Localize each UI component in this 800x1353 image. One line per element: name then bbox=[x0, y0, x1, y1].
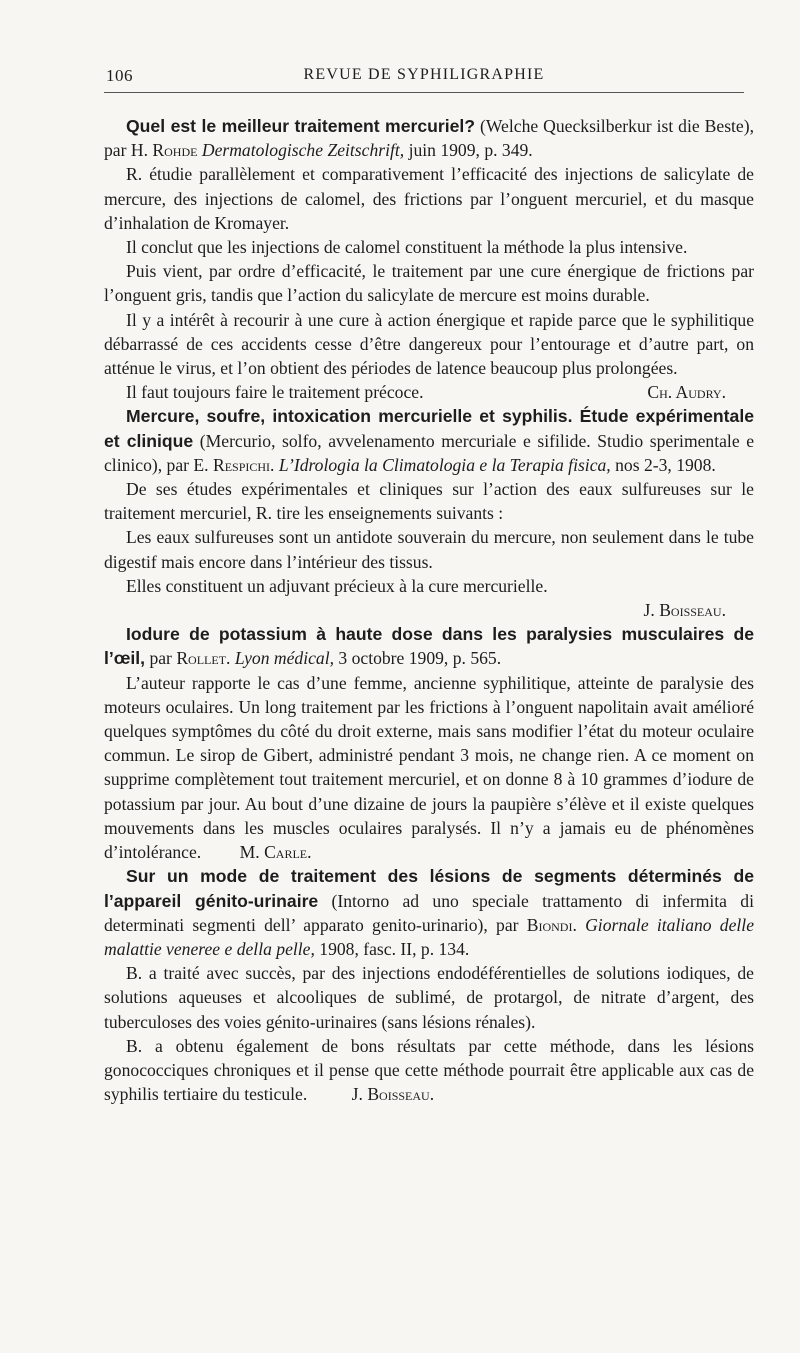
article-subtitle: (Intorno ad uno speciale trattamento di infermita di determinati segmenti dell’ apparato genito-urinario), par bbox=[104, 890, 754, 935]
article-date: nos 2-3, 1908. bbox=[610, 454, 716, 475]
article-journal: Lyon médical, bbox=[234, 648, 334, 669]
article-journal: Dermatologische Zeitschrift, bbox=[201, 140, 405, 161]
article-subtitle: (Welche Quecksilberkur ist die Beste), par H. bbox=[104, 116, 754, 161]
article-signature: J. Boisseau. bbox=[643, 600, 726, 621]
article-heading bbox=[104, 114, 754, 162]
article-title: Mercure, soufre, intoxication mercurielle et syphilis. Étude expérimentale et clinique bbox=[104, 406, 754, 451]
article-heading bbox=[104, 864, 754, 961]
article-journal: Giornale italiano delle malattie veneree e della pelle, bbox=[104, 914, 754, 959]
article-journal: L’Idrologia la Climatologia e la Terapia fisica, bbox=[278, 454, 611, 475]
article-paragraph: Il conclut que les injections de calomel constituent la méthode la plus intensive. bbox=[126, 237, 688, 258]
article-paragraph: Elles constituent un adjuvant précieux à la cure mercurielle. bbox=[126, 575, 548, 596]
article-paragraph: R. étudie parallèlement et comparativement l’efficacité des injections de salicylate de mercure, des injections de calomel, des frictions par l’onguent mercuriel, et du masque d’inhalation de Kromayer. bbox=[104, 164, 754, 233]
article-signature: Ch. Audry. bbox=[647, 382, 726, 403]
article-biondi bbox=[104, 864, 754, 1106]
article-paragraph: De ses études expérimentales et cliniques sur l’action des eaux sulfureuses sur le traitement mercuriel, R. tire les enseignements suivants : bbox=[104, 479, 754, 524]
article-author: Biondi. bbox=[526, 914, 577, 935]
article-subtitle: par bbox=[145, 648, 177, 669]
page-body bbox=[104, 114, 754, 1106]
article-paragraph: B. a traité avec succès, par des injections endodéférentielles de solutions iodiques, de solutions aqueuses et alcooliques de sublimé, de protargol, de nitrate d’argent, des tuberculoses des voies génito-urinaires (sans lésions rénales). bbox=[104, 963, 754, 1032]
article-signature: M. Carle. bbox=[239, 842, 312, 863]
page-number: 106 bbox=[106, 66, 133, 85]
article-paragraph bbox=[104, 671, 754, 865]
article-author: Respichi. bbox=[212, 454, 275, 475]
article-paragraph-text: L’auteur rapporte le cas d’une femme, ancienne syphilitique, atteinte de paralysie des moteurs oculaires. Un long traitement par les frictions à l’onguent napolitain avait amélioré quelques symptômes du côté du droit externe, mais sans modifier l’état du moteur oculaire commun. Le sirop de Gibert, administré pendant 3 mois, ne change rien. A ce moment on supprime complètement tout traitement mercuriel, et on donne 8 à 10 grammes d’iodure de potassium par jour. Au bout d’une dizaine de jours la paupière s’élève et il existe quelques mouvements dans les muscles oculaires paralysés. Il n’y a jamais eu de phénomènes d’intolérance. bbox=[104, 672, 754, 863]
article-rollet bbox=[104, 622, 754, 864]
article-title: Quel est le meilleur traitement mercuriel? bbox=[126, 116, 476, 136]
article-date: juin 1909, p. 349. bbox=[404, 140, 533, 161]
article-subtitle: (Mercurio, solfo, avvelenamento mercuriale e sifilide. Studio sperimentale e clinico), par E. bbox=[104, 430, 755, 475]
article-signature: J. Boisseau. bbox=[351, 1084, 435, 1105]
article-closing-line bbox=[104, 380, 754, 404]
article-paragraph: Puis vient, par ordre d’efficacité, le traitement par une cure énergique de frictions par l’onguent gris, tandis que l’action du salicylate de mercure est moins durable. bbox=[104, 261, 754, 306]
article-title: Sur un mode de traitement des lésions de segments déterminés de l’appareil génito-urinaire bbox=[104, 866, 754, 911]
article-paragraph: Il y a intérêt à recourir à une cure à action énergique et rapide parce que le syphilitique débarrassé de ces accidents cesse d’être dangereux pour l’entourage et d’autre part, on atténue le virus, et l’on obtient des périodes de latence beaucoup plus prolongées. bbox=[104, 309, 754, 379]
article-rohde bbox=[104, 114, 754, 404]
page-header bbox=[104, 62, 744, 93]
article-author: Rollet. bbox=[176, 648, 231, 669]
article-closing-line bbox=[104, 1034, 754, 1107]
running-title: REVUE DE SYPHILIGRAPHIE bbox=[303, 66, 545, 83]
article-closing-text: Il faut toujours faire le traitement précoce. bbox=[126, 382, 424, 403]
article-closing-text: B. a obtenu également de bons résultats par cette méthode, dans les lésions gonococciques chroniques et il pense que cette méthode pourrait être applicable aux cas de syphilis tertiaire du testicule. bbox=[104, 1035, 754, 1105]
article-paragraph: Les eaux sulfureuses sont un antidote souverain du mercure, non seulement dans le tube digestif mais encore dans l’intérieur des tissus. bbox=[104, 527, 754, 572]
article-author: Rohde bbox=[152, 140, 198, 161]
article-respichi bbox=[104, 404, 754, 622]
article-heading bbox=[104, 404, 754, 477]
article-date: 1908, fasc. II, p. 134. bbox=[314, 938, 470, 959]
article-title: Iodure de potassium à haute dose dans les paralysies musculaires de l’œil, bbox=[104, 624, 754, 669]
article-heading bbox=[104, 622, 754, 670]
article-date: 3 octobre 1909, p. 565. bbox=[334, 648, 502, 669]
